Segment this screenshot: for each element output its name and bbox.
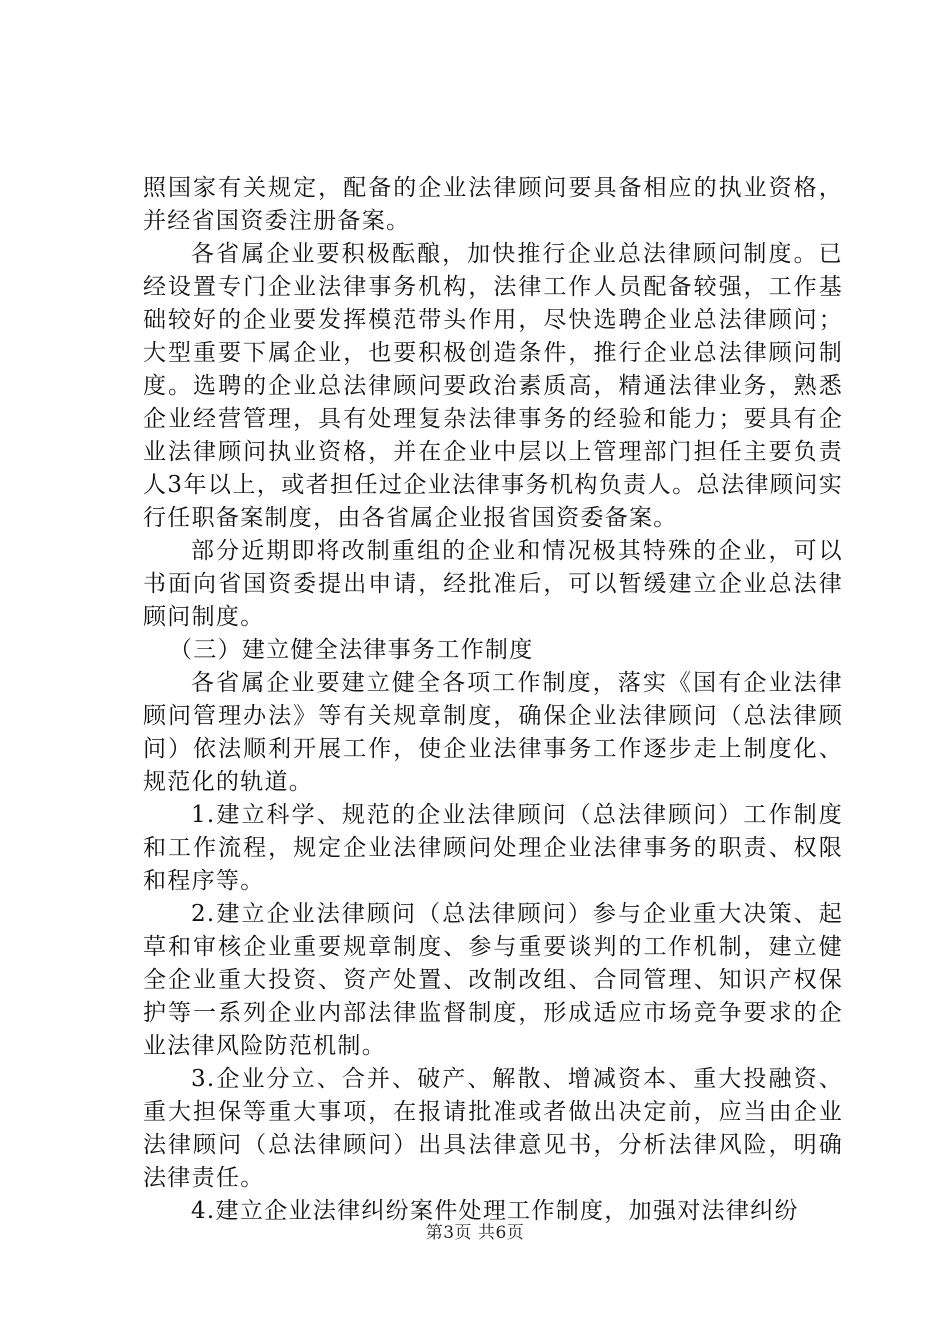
- list-item-4: 4.建立企业法律纠纷案件处理工作制度，加强对法律纠纷: [191, 1198, 799, 1224]
- page-number-footer: 第3页 共6页: [425, 1223, 525, 1243]
- list-item-3: 3.企业分立、合并、破产、解散、增减资本、重大投融资、重大担保等重大事项，在报请批准或者做出决定前，应当由企业法律顾问（总法律顾问）出具法律意见书，分析法律风险，明确法律责任。: [143, 1066, 843, 1191]
- list-item-2: 2.建立企业法律顾问（总法律顾问）参与企业重大决策、起草和审核企业重要规章制度、参与重要谈判的工作机制，建立健全企业重大投资、资产处置、改制改组、合同管理、知识产权保护等一系列企业内部法律监督制度，形成适应市场竞争要求的企业法律风险防范机制。: [143, 901, 843, 1059]
- paragraph-deferral: 部分近期即将改制重组的企业和情况极其特殊的企业，可以书面向省国资委提出申请，经批准后，可以暂缓建立企业总法律顾问制度。: [143, 538, 843, 630]
- paragraph-continuation: 照国家有关规定，配备的企业法律顾问要具备相应的执业资格，并经省国资委注册备案。: [143, 175, 843, 234]
- list-item-1: 1.建立科学、规范的企业法律顾问（总法律顾问）工作制度和工作流程，规定企业法律顾问处理企业法律事务的职责、权限和程序等。: [143, 802, 843, 894]
- paragraph-work-system: 各省属企业要建立健全各项工作制度，落实《国有企业法律顾问管理办法》等有关规章制度，确保企业法律顾问（总法律顾问）依法顺利开展工作，使企业法律事务工作逐步走上制度化、规范化的轨道。: [143, 670, 843, 795]
- section-heading: （三）建立健全法律事务工作制度: [169, 637, 534, 663]
- paragraph-general-counsel-system: 各省属企业要积极酝酿，加快推行企业总法律顾问制度。已经设置专门企业法律事务机构，法律工作人员配备较强，工作基础较好的企业要发挥模范带头作用，尽快选聘企业总法律顾问；大型重要下属企业，也要积极创造条件，推行企业总法律顾问制度。选聘的企业总法律顾问要政治素质高，精通法律业务，熟悉企业经营管理，具有处理复杂法律事务的经验和能力；要具有企业法律顾问执业资格，并在企业中层以上管理部门担任主要负责人3年以上，或者担任过企业法律事务机构负责人。总法律顾问实行任职备案制度，由各省属企业报省国资委备案。: [143, 241, 843, 531]
- document-body: [143, 172, 843, 1228]
